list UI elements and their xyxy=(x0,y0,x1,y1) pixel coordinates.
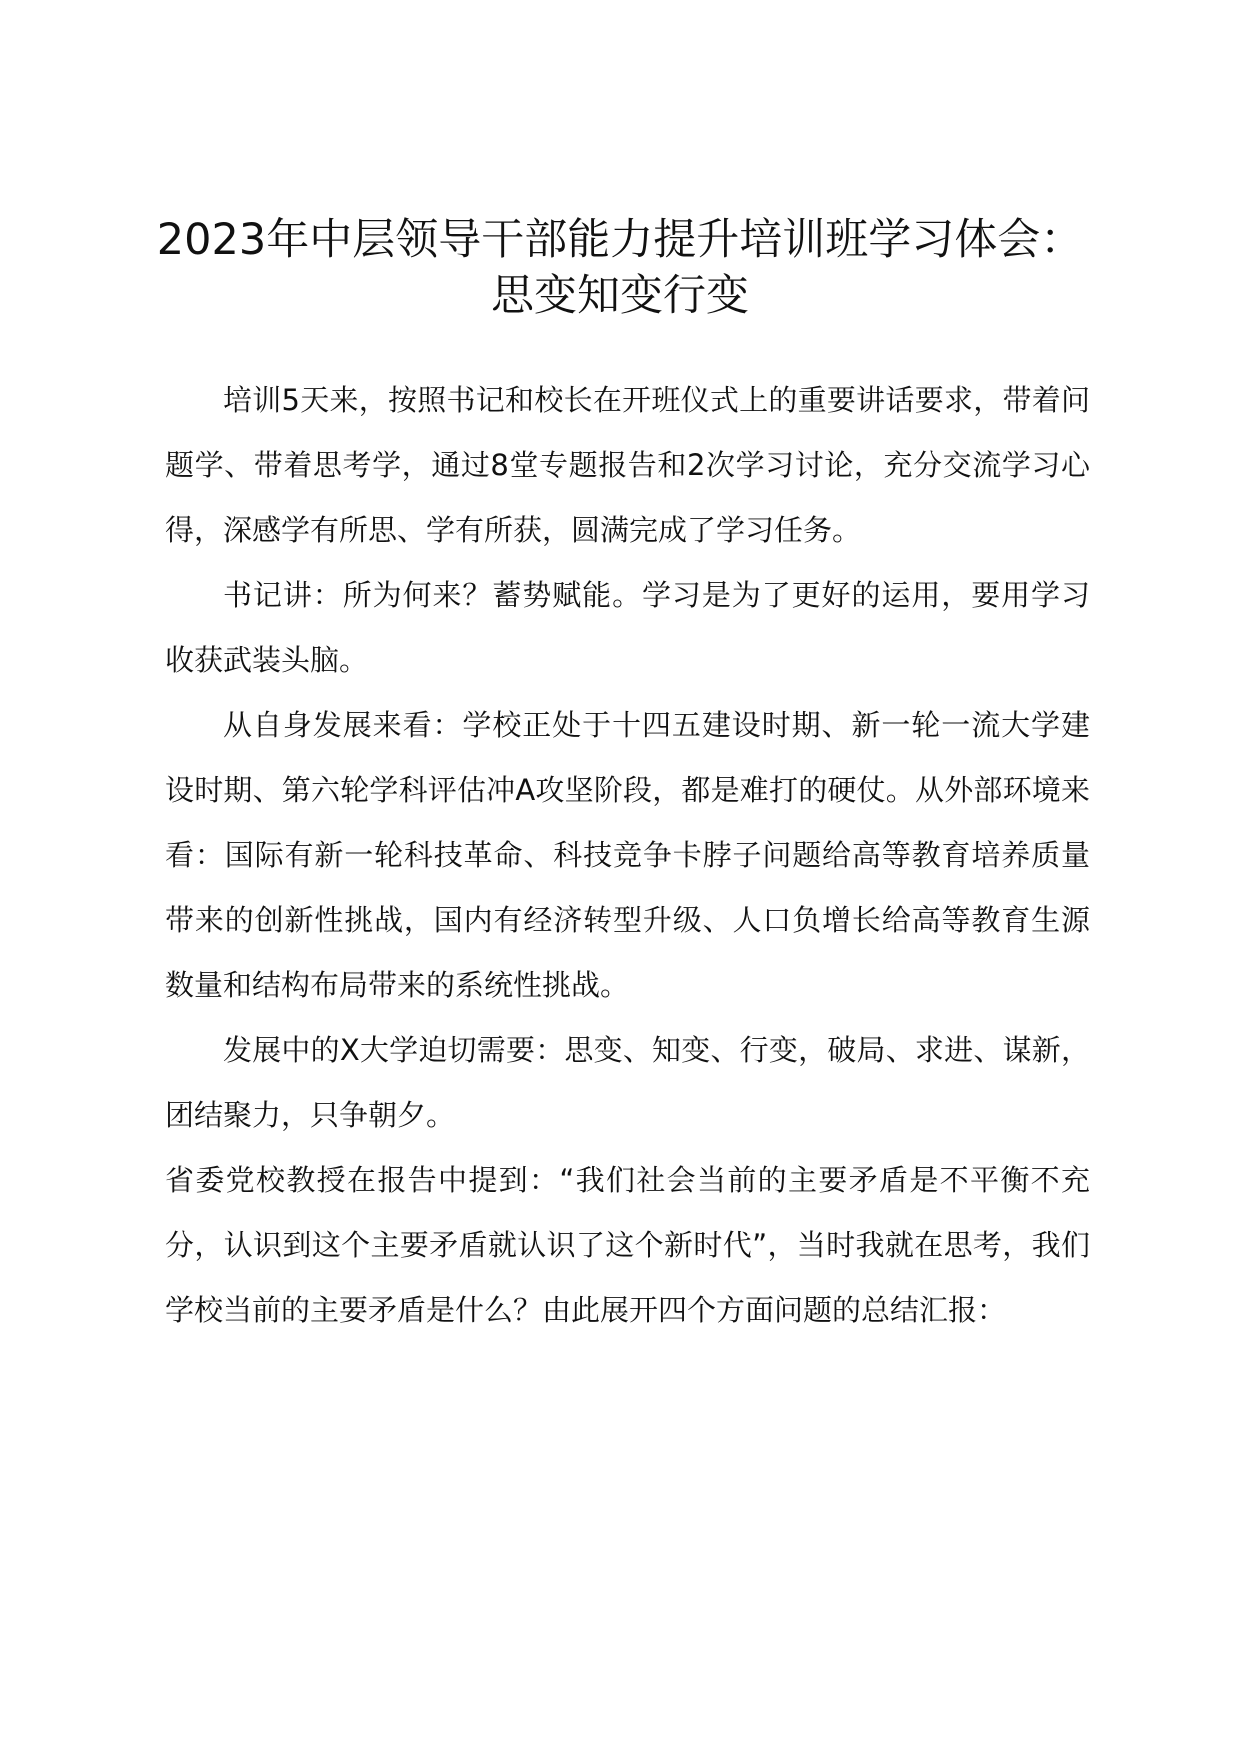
paragraph-university-needs: 发展中的X大学迫切需要：思变、知变、行变，破局、求进、谋新，团结聚力，只争朝夕。 xyxy=(165,1033,1090,1132)
paragraph-professor-quote: 省委党校教授在报告中提到：“我们社会当前的主要矛盾是不平衡不充分，认识到这个主要矛盾就认识了这个新时代”，当时我就在思考，我们学校当前的主要矛盾是什么？由此展开四个方面问题的总结汇报： xyxy=(165,1163,1090,1327)
document-title: 2023年中层领导干部能力提升培训班学习体会：思变知变行变 xyxy=(156,215,1084,321)
paragraph-training-overview: 培训5天来，按照书记和校长在开班仪式上的重要讲话要求，带着问题学、带着思考学，通过8堂专题报告和2次学习讨论，充分交流学习心得，深感学有所思、学有所获，圆满完成了学习任务。 xyxy=(165,383,1090,547)
paragraph-secretary-remarks: 书记讲：所为何来？蓄势赋能。学习是为了更好的运用，要用学习收获武装头脑。 xyxy=(165,578,1090,677)
paragraph-development-context: 从自身发展来看：学校正处于十四五建设时期、新一轮一流大学建设时期、第六轮学科评估冲A攻坚阶段，都是难打的硬仗。从外部环境来看：国际有新一轮科技革命、科技竞争卡脖子问题给高等教育培养质量带来的创新性挑战，国内有经济转型升级、人口负增长给高等教育生源数量和结构布局带来的系统性挑战。 xyxy=(165,708,1090,1002)
document-body xyxy=(165,368,1090,1343)
